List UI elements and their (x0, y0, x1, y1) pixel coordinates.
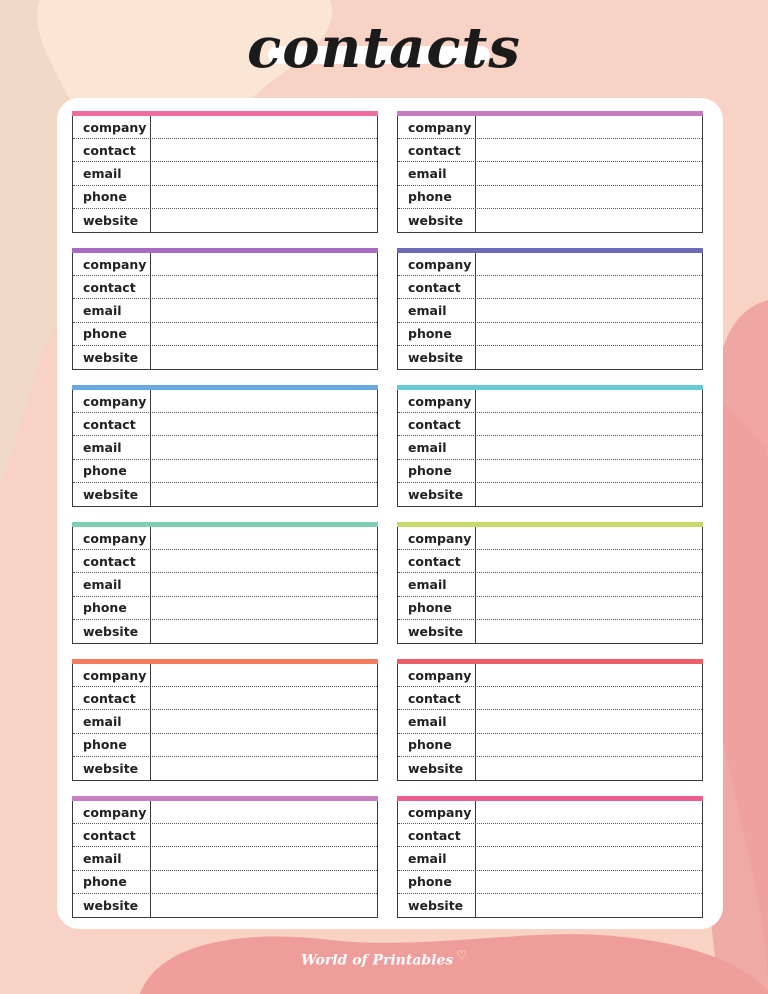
field-label: company (398, 116, 476, 138)
field-label: email (398, 710, 476, 732)
field-value-website[interactable] (151, 757, 377, 780)
field-row-website (398, 483, 702, 506)
field-row-contact (398, 413, 702, 436)
field-row-phone (73, 460, 377, 483)
card-fields (72, 253, 378, 370)
field-label: contact (398, 824, 476, 846)
field-value-phone[interactable] (476, 871, 702, 893)
field-value-website[interactable] (151, 209, 377, 232)
field-row-phone (398, 460, 702, 483)
field-row-company (73, 664, 377, 687)
field-row-email (73, 299, 377, 322)
field-label: email (73, 710, 151, 732)
field-value-contact[interactable] (476, 276, 702, 298)
field-label: contact (73, 139, 151, 161)
contact-card (397, 522, 703, 646)
field-value-contact[interactable] (151, 687, 377, 709)
field-row-phone (398, 186, 702, 209)
field-label: email (73, 436, 151, 458)
field-value-company[interactable] (476, 253, 702, 275)
field-label: company (73, 801, 151, 823)
field-value-website[interactable] (476, 757, 702, 780)
field-row-website (398, 209, 702, 232)
field-row-email (398, 162, 702, 185)
field-label: website (73, 346, 151, 369)
header (0, 8, 768, 88)
field-row-phone (73, 871, 377, 894)
field-row-email (73, 162, 377, 185)
field-label: company (398, 253, 476, 275)
field-label: contact (73, 824, 151, 846)
field-label: phone (398, 871, 476, 893)
field-value-website[interactable] (476, 346, 702, 369)
field-row-contact (398, 139, 702, 162)
contact-card (72, 385, 378, 509)
card-fields (72, 390, 378, 507)
field-value-contact[interactable] (476, 824, 702, 846)
field-value-website[interactable] (476, 483, 702, 506)
field-value-website[interactable] (476, 894, 702, 917)
field-row-email (73, 710, 377, 733)
field-row-website (73, 757, 377, 780)
field-value-company[interactable] (476, 390, 702, 412)
field-value-company[interactable] (151, 253, 377, 275)
field-row-company (73, 390, 377, 413)
field-row-contact (398, 276, 702, 299)
field-label: phone (73, 734, 151, 756)
contact-card (397, 385, 703, 509)
field-value-email[interactable] (476, 162, 702, 184)
field-value-phone[interactable] (476, 734, 702, 756)
field-value-company[interactable] (151, 390, 377, 412)
field-value-contact[interactable] (476, 413, 702, 435)
field-value-contact[interactable] (476, 687, 702, 709)
field-label: website (398, 894, 476, 917)
field-label: email (73, 299, 151, 321)
field-row-company (398, 116, 702, 139)
field-value-contact[interactable] (476, 139, 702, 161)
field-value-email[interactable] (476, 847, 702, 869)
field-label: contact (398, 413, 476, 435)
field-label: contact (73, 687, 151, 709)
field-row-email (73, 573, 377, 596)
field-value-phone[interactable] (151, 597, 377, 619)
field-label: website (73, 757, 151, 780)
field-value-phone[interactable] (476, 597, 702, 619)
field-label: company (398, 527, 476, 549)
field-row-email (398, 299, 702, 322)
field-row-contact (73, 687, 377, 710)
field-label: company (398, 801, 476, 823)
field-label: company (73, 527, 151, 549)
contact-card (72, 248, 378, 372)
field-row-company (73, 527, 377, 550)
card-fields (397, 527, 703, 644)
field-value-phone[interactable] (151, 323, 377, 345)
field-label: website (398, 483, 476, 506)
field-value-email[interactable] (151, 299, 377, 321)
page-title: contacts (247, 15, 521, 81)
field-label: company (398, 390, 476, 412)
field-row-email (398, 573, 702, 596)
field-row-website (73, 209, 377, 232)
field-value-website[interactable] (151, 483, 377, 506)
field-label: phone (73, 871, 151, 893)
field-row-contact (73, 550, 377, 573)
field-row-contact (73, 824, 377, 847)
field-label: website (398, 620, 476, 643)
field-row-phone (73, 734, 377, 757)
contact-card (72, 796, 378, 920)
field-value-website[interactable] (151, 346, 377, 369)
field-row-website (73, 346, 377, 369)
card-fields (72, 801, 378, 918)
field-label: company (73, 116, 151, 138)
field-label: phone (73, 460, 151, 482)
field-row-contact (398, 824, 702, 847)
card-fields (72, 527, 378, 644)
field-label: email (73, 162, 151, 184)
field-value-phone[interactable] (151, 734, 377, 756)
footer-brand (0, 948, 768, 969)
field-row-company (398, 527, 702, 550)
card-fields (397, 390, 703, 507)
heart-icon: ♡ (456, 948, 468, 962)
field-label: email (73, 573, 151, 595)
card-fields (397, 116, 703, 233)
field-label: website (73, 894, 151, 917)
field-row-contact (73, 276, 377, 299)
field-row-email (73, 436, 377, 459)
field-value-email[interactable] (476, 436, 702, 458)
field-row-phone (398, 871, 702, 894)
field-value-phone[interactable] (476, 323, 702, 345)
field-label: phone (73, 186, 151, 208)
field-value-company[interactable] (151, 801, 377, 823)
field-value-email[interactable] (151, 573, 377, 595)
field-label: phone (398, 734, 476, 756)
field-row-email (398, 847, 702, 870)
field-value-contact[interactable] (476, 550, 702, 572)
field-row-contact (73, 413, 377, 436)
field-label: company (73, 253, 151, 275)
field-value-email[interactable] (476, 710, 702, 732)
card-fields (397, 253, 703, 370)
field-value-company[interactable] (476, 664, 702, 686)
field-value-phone[interactable] (151, 186, 377, 208)
contact-card (397, 796, 703, 920)
field-row-website (73, 620, 377, 643)
field-row-company (398, 664, 702, 687)
field-row-website (398, 757, 702, 780)
field-row-phone (73, 597, 377, 620)
contact-card (397, 659, 703, 783)
field-row-contact (398, 550, 702, 573)
field-label: email (398, 162, 476, 184)
contact-card (397, 111, 703, 235)
field-value-email[interactable] (476, 299, 702, 321)
contact-card (72, 111, 378, 235)
field-label: phone (398, 323, 476, 345)
field-value-phone[interactable] (476, 460, 702, 482)
field-label: email (73, 847, 151, 869)
field-value-contact[interactable] (151, 413, 377, 435)
field-row-company (398, 390, 702, 413)
field-label: email (398, 299, 476, 321)
field-row-website (398, 346, 702, 369)
field-value-contact[interactable] (151, 550, 377, 572)
field-row-company (398, 253, 702, 276)
field-label: contact (398, 139, 476, 161)
field-row-company (73, 253, 377, 276)
field-value-website[interactable] (151, 894, 377, 917)
field-label: website (73, 209, 151, 232)
field-value-company[interactable] (476, 116, 702, 138)
card-fields (397, 664, 703, 781)
field-row-email (398, 436, 702, 459)
field-row-company (73, 116, 377, 139)
contact-card (72, 659, 378, 783)
field-row-phone (398, 734, 702, 757)
field-label: contact (398, 687, 476, 709)
field-value-phone[interactable] (151, 871, 377, 893)
field-label: contact (398, 276, 476, 298)
field-row-contact (73, 139, 377, 162)
field-row-website (73, 894, 377, 917)
field-label: phone (73, 323, 151, 345)
field-label: email (398, 847, 476, 869)
field-value-phone[interactable] (151, 460, 377, 482)
field-value-company[interactable] (476, 527, 702, 549)
field-label: email (398, 573, 476, 595)
field-row-phone (398, 323, 702, 346)
field-row-phone (73, 186, 377, 209)
field-row-contact (398, 687, 702, 710)
field-value-website[interactable] (151, 620, 377, 643)
contact-card (72, 522, 378, 646)
field-row-website (398, 894, 702, 917)
footer-brand-text: World of Printables (300, 952, 454, 969)
field-value-website[interactable] (476, 209, 702, 232)
field-label: company (73, 664, 151, 686)
field-row-website (398, 620, 702, 643)
field-label: contact (73, 550, 151, 572)
contact-card (397, 248, 703, 372)
field-value-company[interactable] (151, 527, 377, 549)
field-value-contact[interactable] (151, 824, 377, 846)
field-value-email[interactable] (151, 710, 377, 732)
field-label: contact (73, 413, 151, 435)
field-label: phone (398, 460, 476, 482)
field-label: email (398, 436, 476, 458)
field-label: website (73, 620, 151, 643)
field-value-company[interactable] (151, 116, 377, 138)
field-label: phone (398, 597, 476, 619)
field-row-email (398, 710, 702, 733)
field-row-phone (73, 323, 377, 346)
card-fields (72, 116, 378, 233)
card-fields (397, 801, 703, 918)
field-value-company[interactable] (476, 801, 702, 823)
field-value-contact[interactable] (151, 139, 377, 161)
field-label: company (398, 664, 476, 686)
card-fields (72, 664, 378, 781)
field-label: contact (73, 276, 151, 298)
field-value-email[interactable] (151, 162, 377, 184)
field-row-company (73, 801, 377, 824)
field-row-website (73, 483, 377, 506)
field-label: phone (398, 186, 476, 208)
field-label: contact (398, 550, 476, 572)
field-value-website[interactable] (476, 620, 702, 643)
field-label: website (398, 209, 476, 232)
field-value-email[interactable] (151, 436, 377, 458)
field-label: website (398, 757, 476, 780)
field-value-email[interactable] (476, 573, 702, 595)
field-value-email[interactable] (151, 847, 377, 869)
field-value-contact[interactable] (151, 276, 377, 298)
field-row-email (73, 847, 377, 870)
field-label: phone (73, 597, 151, 619)
field-value-phone[interactable] (476, 186, 702, 208)
field-label: website (73, 483, 151, 506)
field-row-company (398, 801, 702, 824)
field-value-company[interactable] (151, 664, 377, 686)
field-row-phone (398, 597, 702, 620)
field-label: website (398, 346, 476, 369)
field-label: company (73, 390, 151, 412)
